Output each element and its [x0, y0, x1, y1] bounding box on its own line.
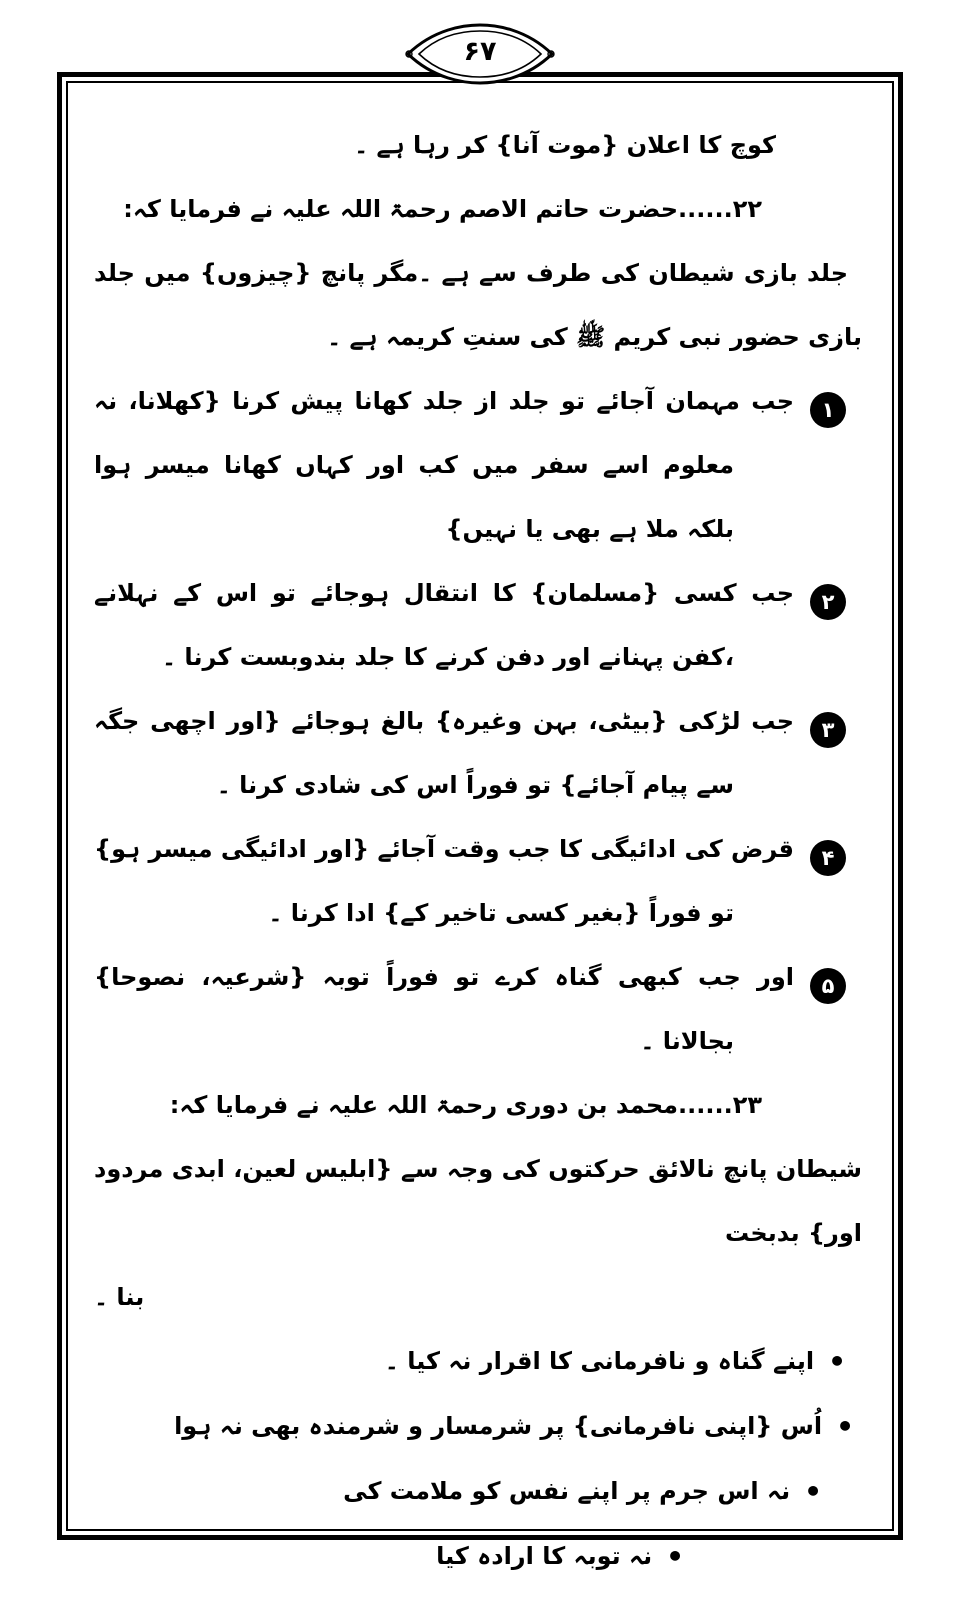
paragraph-tail-line: بنا ۔: [94, 1283, 145, 1311]
page-number-cartouche: [402, 22, 558, 86]
item-text: جب کسی {مسلمان} کا انتقال ہوجائے تو اس کے نہلانے ،کفن پہنانے اور دفن کرنے کا جلد بندوبست کرنا ۔: [94, 579, 794, 671]
section-23-heading: ۲۳......محمد بن دوری رحمۃ اللہ علیہ نے فرمایا کہ:: [169, 1091, 762, 1119]
bullet-list: [94, 1329, 862, 1589]
page-number: ۶۷: [463, 35, 497, 67]
item-number-badge: ۳: [810, 712, 846, 748]
bullet-dot-icon: •: [666, 1540, 684, 1573]
bullet-dot-icon: •: [836, 1410, 854, 1443]
bullet-item: [94, 1459, 862, 1524]
item-text: جب لڑکی {بیٹی، بہن وغیرہ} بالغ ہوجائے {اور اچھی جگہ سے پیام آجائے} تو فوراً اس کی شادی کرنا ۔: [94, 707, 794, 799]
list-item-4: [94, 817, 862, 945]
bullet-text: نہ توبہ کا ارادہ کیا: [436, 1542, 653, 1570]
bullet-dot-icon: •: [804, 1475, 822, 1508]
bullet-item: [94, 1394, 862, 1459]
page-content: [68, 83, 892, 1573]
bullet-dot-icon: •: [828, 1345, 846, 1378]
list-item-2: [94, 561, 862, 689]
intro-line: کوچ کا اعلان {موت آنا} کر رہا ہے ۔: [354, 131, 776, 159]
page-frame-inner: [66, 81, 894, 1573]
list-item-3: [94, 689, 862, 817]
bullet-text: اپنے گناہ و نافرمانی کا اقرار نہ کیا ۔: [384, 1347, 815, 1375]
page-frame: [57, 72, 903, 1573]
bullet-text: اُس {اپنی نافرمانی} پر شرمسار و شرمندہ بھی نہ ہوا: [174, 1412, 823, 1440]
item-text: اور جب کبھی گناہ کرے تو فوراً توبہ {شرعیہ، نصوحا} بجالانا ۔: [94, 963, 794, 1055]
section-22-paragraph: جلد بازی شیطان کی طرف سے ہے ۔مگر پانچ {چیزوں} میں جلد بازی حضور نبی کریم ﷺ کی سنتِ کریمہ ہے ۔: [94, 259, 862, 351]
list-item-1: [94, 369, 862, 561]
item-number-badge: ۵: [810, 968, 846, 1004]
item-number-badge: ۴: [810, 840, 846, 876]
item-text: قرض کی ادائیگی کا جب وقت آجائے {اور ادائیگی میسر ہو} تو فوراً {بغیر کسی تاخیر کے} ادا کرنا ۔: [94, 835, 794, 927]
item-number-badge: ۱: [810, 392, 846, 428]
item-text: جب مہمان آجائے تو جلد از جلد کھانا پیش کرنا {کھلانا، نہ معلوم اسے سفر میں کب اور کہاں کھانا میسر ہوا بلکہ ملا ہے بھی یا نہیں}: [94, 387, 794, 543]
section-22-heading: ۲۲......حضرت حاتم الاصم رحمۃ اللہ علیہ نے فرمایا کہ:: [123, 195, 762, 223]
bullet-item: [94, 1524, 862, 1589]
section-23-paragraph: شیطان پانچ نالائق حرکتوں کی وجہ سے {ابلیس لعین، ابدی مردود اور} بدبخت: [94, 1155, 862, 1247]
item-number-badge: ۲: [810, 584, 846, 620]
bullet-item: [94, 1329, 862, 1394]
list-item-5: [94, 945, 862, 1073]
bullet-text: نہ اس جرم پر اپنے نفس کو ملامت کی: [343, 1477, 791, 1505]
